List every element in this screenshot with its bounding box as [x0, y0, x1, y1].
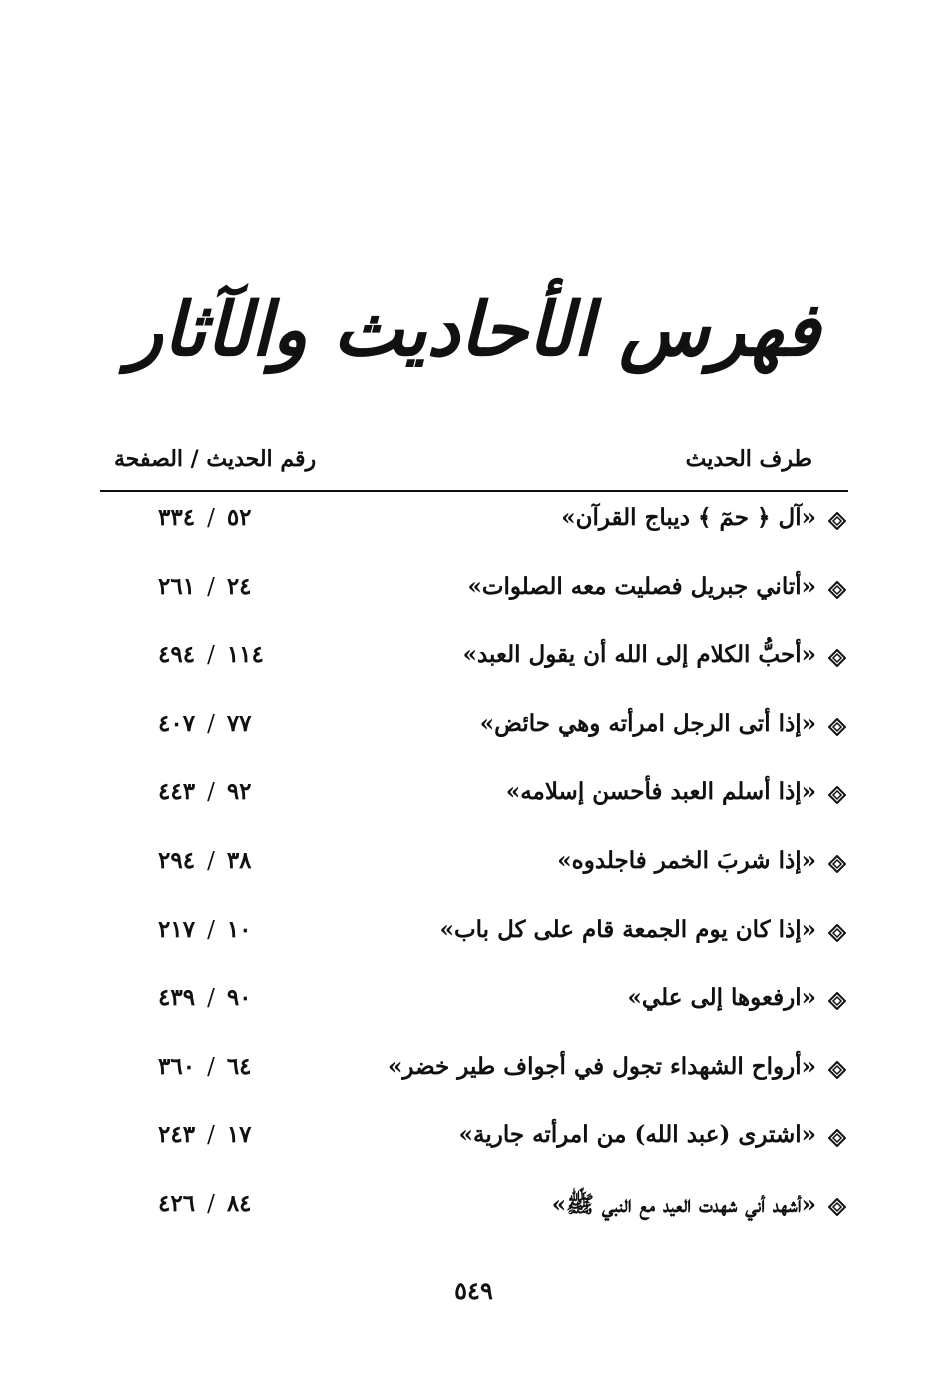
page-ref: ٢٤٣: [158, 1121, 196, 1148]
page-ref: ٢١٧: [158, 916, 196, 943]
page-ref: ٤٩٤: [158, 641, 196, 668]
hadith-text: «أرواح الشهداء تجول في أجواف طير خضر»: [388, 1053, 816, 1080]
hadith-number: ١٧: [226, 1121, 252, 1148]
hadith-number: ٥٢: [226, 504, 252, 531]
hadith-number: ٣٨: [226, 847, 252, 874]
hadith-text: «إذا كان يوم الجمعة قام على كل باب»: [439, 916, 816, 943]
hadith-text: «ارفعوها إلى علي»: [627, 984, 816, 1011]
hadith-number: ١٠: [226, 916, 252, 943]
hadith-number: ٨٤: [226, 1190, 252, 1217]
hadith-reference: [158, 916, 252, 943]
diamond-bullet-icon: [828, 512, 846, 530]
index-entry: [100, 984, 848, 1024]
page-ref: ٤٤٣: [158, 778, 196, 805]
page-number: ٥٤٩: [454, 1276, 493, 1305]
hadith-number: ١١٤: [226, 641, 264, 668]
reference-separator: /: [207, 711, 215, 737]
page-ref: ٣٣٤: [158, 504, 196, 531]
index-entry: [100, 1190, 848, 1230]
index-entry: [100, 641, 848, 681]
header-divider: [100, 490, 848, 492]
hadith-text: «إذا أسلم العبد فأحسن إسلامه»: [505, 778, 816, 805]
diamond-bullet-icon: [828, 1198, 846, 1216]
hadith-reference: [158, 1190, 252, 1217]
diamond-bullet-icon: [828, 1129, 846, 1147]
hadith-number: ٧٧: [226, 710, 252, 737]
reference-separator: /: [207, 917, 215, 943]
hadith-number: ٦٤: [226, 1053, 252, 1080]
page-ref: ٣٦٠: [158, 1053, 196, 1080]
header-reference: رقم الحديث / الصفحة: [114, 446, 317, 472]
diamond-bullet-icon: [828, 649, 846, 667]
page-ref: ٢٦١: [158, 573, 196, 600]
hadith-reference: [158, 1053, 252, 1080]
diamond-bullet-icon: [828, 718, 846, 736]
index-entry: [100, 916, 848, 956]
index-entry: [100, 778, 848, 818]
index-entry: [100, 710, 848, 750]
hadith-text: «أشهد أني شهدت العيد مع النبي ﷺ»: [551, 1191, 816, 1218]
diamond-bullet-icon: [828, 992, 846, 1010]
hadith-reference: [158, 984, 252, 1011]
reference-separator: /: [207, 642, 215, 668]
hadith-reference: [158, 1121, 252, 1148]
diamond-bullet-icon: [828, 1061, 846, 1079]
index-entry: [100, 847, 848, 887]
reference-separator: /: [207, 505, 215, 531]
hadith-text: «إذا شربَ الخمر فاجلدوه»: [557, 847, 816, 874]
header-hadith: طرف الحديث: [685, 446, 812, 472]
page-ref: ٤٢٦: [158, 1190, 196, 1217]
reference-separator: /: [207, 779, 215, 805]
page-ref: ٤٣٩: [158, 984, 196, 1011]
hadith-reference: [158, 847, 252, 874]
reference-separator: /: [207, 1191, 215, 1217]
hadith-text: «أحبُّ الكلام إلى الله أن يقول العبد»: [462, 641, 816, 668]
reference-separator: /: [207, 848, 215, 874]
hadith-reference: [158, 573, 252, 600]
diamond-bullet-icon: [828, 924, 846, 942]
hadith-text: «آل ﴿ حمٓ ﴾ ديباج القرآن»: [561, 504, 816, 531]
reference-separator: /: [207, 1122, 215, 1148]
hadith-reference: [158, 641, 264, 668]
reference-separator: /: [207, 574, 215, 600]
hadith-reference: [158, 710, 252, 737]
hadith-text: «أتاني جبريل فصليت معه الصلوات»: [467, 573, 816, 600]
index-header: [100, 446, 848, 478]
page-title: فهرس الأحاديث والآثار: [127, 287, 820, 373]
hadith-number: ٩٠: [226, 984, 252, 1011]
hadith-text: «إذا أتى الرجل امرأته وهي حائض»: [479, 710, 816, 737]
hadith-number: ٩٢: [226, 778, 252, 805]
diamond-bullet-icon: [828, 581, 846, 599]
hadith-reference: [158, 504, 252, 531]
reference-separator: /: [207, 985, 215, 1011]
index-entry: [100, 1053, 848, 1093]
diamond-bullet-icon: [828, 786, 846, 804]
hadith-text: «اشترى (عبد الله) من امرأته جارية»: [458, 1121, 816, 1148]
index-entry: [100, 573, 848, 613]
diamond-bullet-icon: [828, 855, 846, 873]
index-entry: [100, 1121, 848, 1161]
reference-separator: /: [207, 1054, 215, 1080]
hadith-number: ٢٤: [226, 573, 252, 600]
page-ref: ٤٠٧: [158, 710, 196, 737]
hadith-reference: [158, 778, 252, 805]
page-ref: ٢٩٤: [158, 847, 196, 874]
index-entry: [100, 504, 848, 544]
